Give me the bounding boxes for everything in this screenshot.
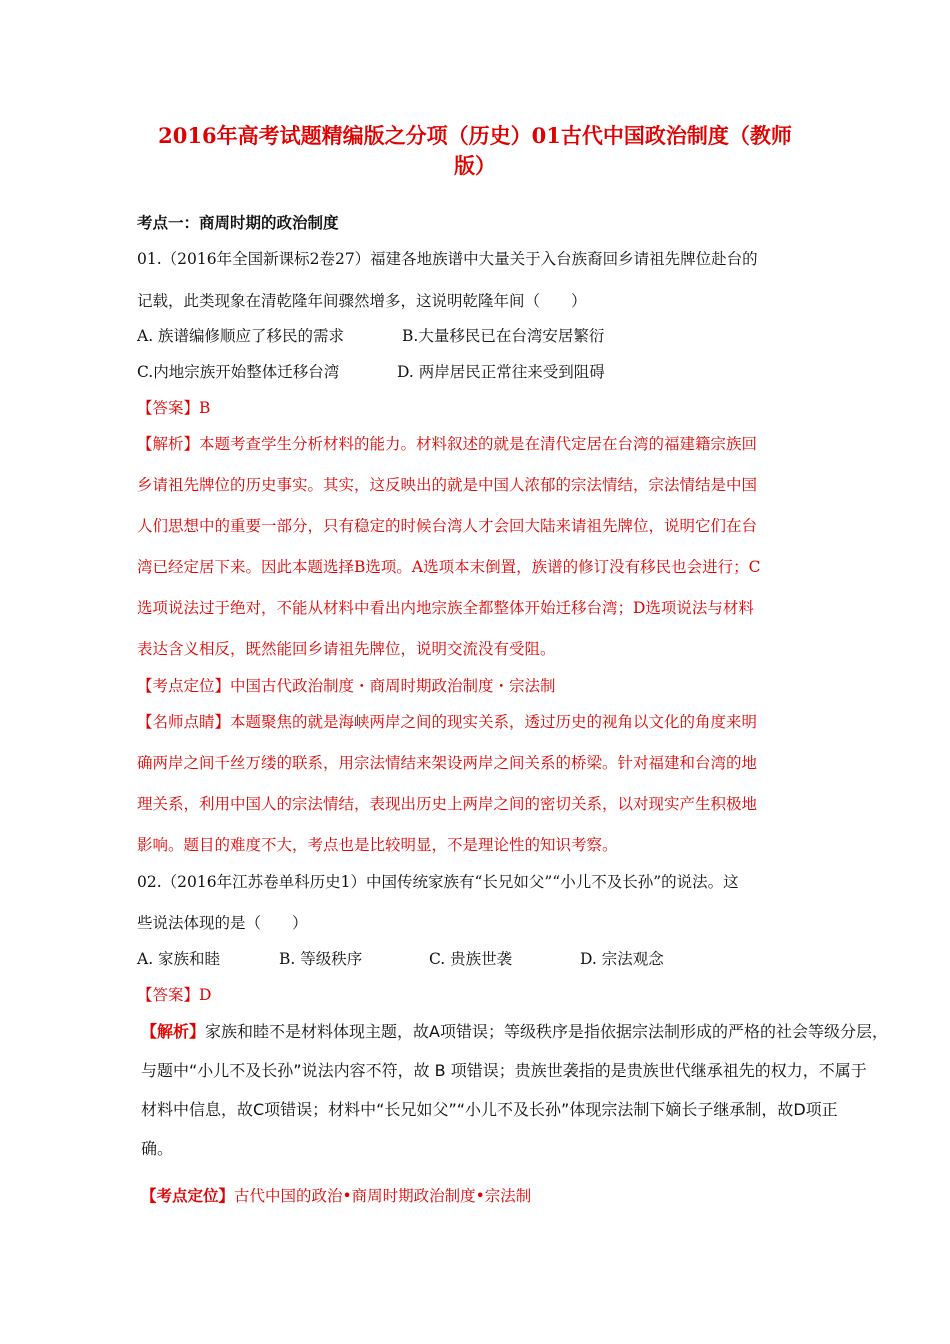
q2-option-a: A. 家族和睦 bbox=[137, 950, 221, 968]
q2-analysis-line: 确。 bbox=[141, 1139, 174, 1158]
q2-stem-line-1: 02.（2016年江苏卷单科历史1）中国传统家族有“长兄如父”“小儿不及长孙”的说法。这 bbox=[137, 873, 739, 891]
q1-option-d: D. 两岸居民正常往来受到阻碍 bbox=[397, 363, 605, 381]
q1-stem-line-1: 01.（2016年全国新课标2卷27）福建各地族谱中大量关于入台族裔回乡请祖先牌位赴台的 bbox=[137, 250, 758, 268]
q2-analysis-line: 与题中“小儿不及长孙”说法内容不符，故 B 项错误；贵族世袭指的是贵族世代继承祖先的权力，不属于 bbox=[141, 1061, 867, 1080]
q1-option-b: B.大量移民已在台湾安居繁衍 bbox=[402, 327, 605, 345]
q1-options-row-1 bbox=[137, 325, 604, 347]
q2-analysis-line-1 bbox=[141, 1021, 888, 1043]
q2-answer: 【答案】D bbox=[137, 986, 212, 1004]
q2-exam-point bbox=[141, 1185, 531, 1207]
q2-option-c: C. 贵族世袭 bbox=[429, 950, 513, 968]
q1-analysis-line: 乡请祖先牌位的历史事实。其实，这反映出的就是中国人浓郁的宗法情结，宗法情结是中国 bbox=[137, 476, 758, 494]
q1-option-c: C.内地宗族开始整体迁移台湾 bbox=[137, 363, 340, 381]
q1-teacher-comment-line: 确两岸之间千丝万缕的联系，用宗法情结来架设两岸之间关系的桥梁。针对福建和台湾的地 bbox=[137, 754, 758, 772]
q2-stem-line-2: 些说法体现的是（ ） bbox=[137, 914, 308, 932]
q2-exam-point-text: 古代中国的政治•商周时期政治制度•宗法制 bbox=[234, 1187, 532, 1205]
q1-exam-point: 【考点定位】中国古代政治制度・商周时期政治制度・宗法制 bbox=[137, 677, 556, 695]
q1-teacher-comment-line: 影响。题目的难度不大，考点也是比较明显，不是理论性的知识考察。 bbox=[137, 836, 618, 854]
q2-analysis-text: 家族和睦不是材料体现主题，故A项错误；等级秩序是指依据宗法制形成的严格的社会等级分层， bbox=[205, 1022, 888, 1041]
q2-options-row bbox=[137, 948, 664, 970]
q1-analysis-line: 湾已经定居下来。因此本题选择B选项。A选项本末倒置，族谱的修订没有移民也会进行；C bbox=[137, 558, 761, 576]
q1-analysis-line: 人们思想中的重要一部分，只有稳定的时候台湾人才会回大陆来请祖先牌位，说明它们在台 bbox=[137, 517, 758, 535]
title-line-1: 2016年高考试题精编版之分项（历史）01古代中国政治制度（教师 bbox=[158, 123, 792, 148]
q2-option-b: B. 等级秩序 bbox=[279, 950, 363, 968]
q2-option-d: D. 宗法观念 bbox=[580, 950, 664, 968]
q1-answer: 【答案】B bbox=[137, 399, 211, 417]
q2-analysis-line: 材料中信息，故C项错误；材料中“长兄如父”“小儿不及长孙”体现宗法制下嫡长子继承制，故D项正 bbox=[141, 1100, 838, 1119]
q1-analysis-line: 【解析】本题考查学生分析材料的能力。材料叙述的就是在清代定居在台湾的福建籍宗族回 bbox=[137, 435, 758, 453]
q1-analysis-line: 表达含义相反，既然能回乡请祖先牌位，说明交流没有受阻。 bbox=[137, 640, 556, 658]
q1-options-row-2 bbox=[137, 361, 605, 383]
section-heading: 考点一：商周时期的政治制度 bbox=[137, 213, 339, 232]
q1-analysis-line: 选项说法过于绝对，不能从材料中看出内地宗族全都整体开始迁移台湾；D选项说法与材料 bbox=[137, 599, 754, 617]
q1-teacher-comment-line: 【名师点睛】本题聚焦的就是海峡两岸之间的现实关系，透过历史的视角以文化的角度来明 bbox=[137, 713, 758, 731]
q1-teacher-comment-line: 理关系，利用中国人的宗法情结，表现出历史上两岸之间的密切关系，以对现实产生积极地 bbox=[137, 795, 758, 813]
q2-exam-point-label: 【考点定位】 bbox=[141, 1186, 235, 1205]
q2-analysis-label: 【解析】 bbox=[141, 1022, 206, 1041]
q1-stem-line-2: 记载，此类现象在清乾隆年间骤然增多，这说明乾隆年间（ ） bbox=[137, 292, 587, 310]
q1-option-a: A. 族谱编修顺应了移民的需求 bbox=[137, 327, 345, 345]
page-title bbox=[120, 121, 830, 181]
title-line-2: 版） bbox=[454, 153, 496, 178]
